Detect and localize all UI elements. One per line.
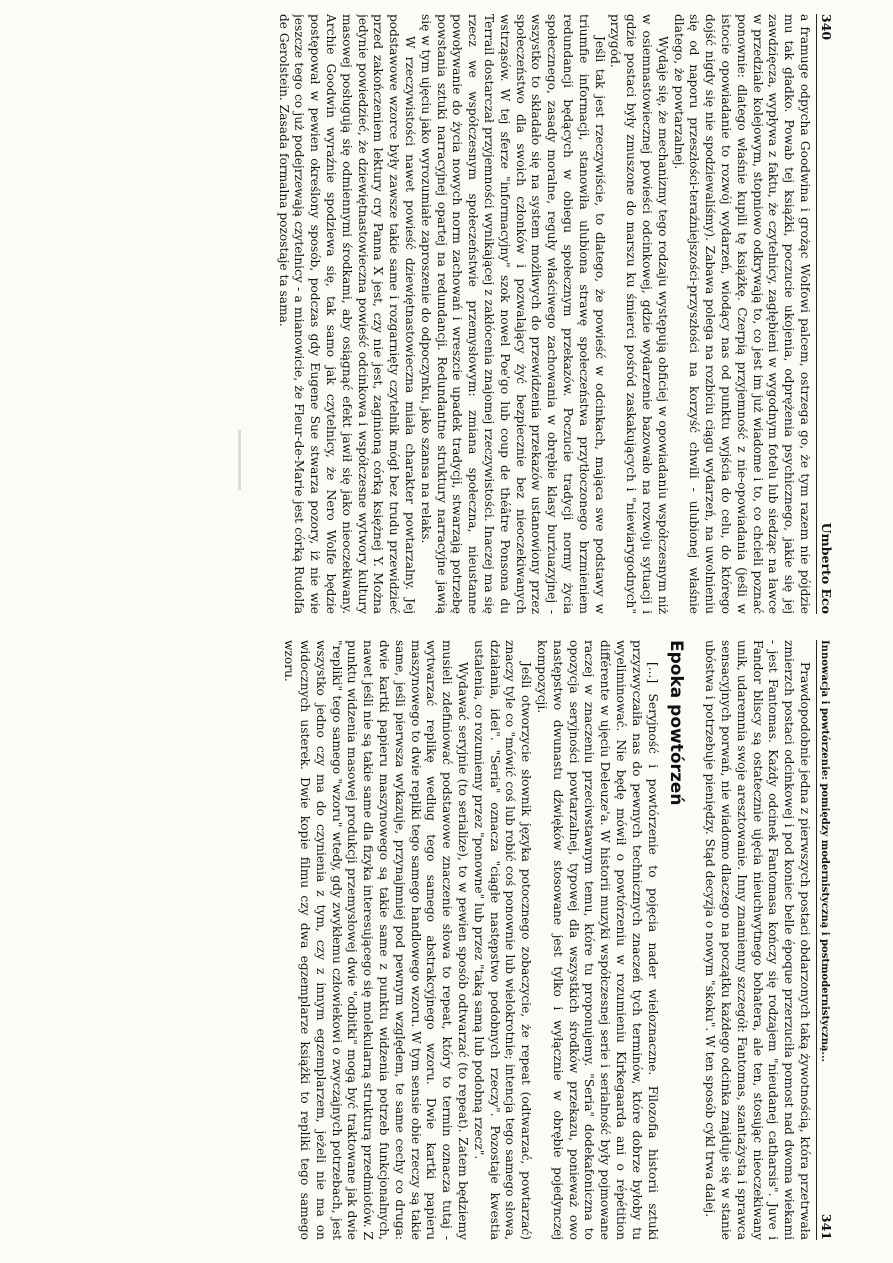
left-running-head — [816, 14, 845, 614]
left-page — [45, 14, 845, 614]
left-paragraph: W rzeczywistości nawet powieść dziewiętnastowieczna miała charakter powtarzalny. Jej podstawowe wzorce były zawsze takie same i rozgarnięty czytelnik mógł bez trudu przewidzieć przed zakończeniem lektury cry Panna X jest, czy nie jest, zaginioną córką księżnej Y. Można jedynie powiedzieć, że dziewiętnastowieczna powieść odcinkowa i współczesne wytwory kultury masowej posługują się odmiennymi środkami, aby osiągnąć efekt jawił się jako nieoczekiwany. Archie Goodwin wyraźnie spodziewa się, tak samo jak czytelnicy, że Nero Wolfe będzie postępował w pewien określony sposób, podczas gdy Eugene Sue stwarza pozory, iż nie wie jeszcze tego co już podejrzewają czytelnicy - a mianowicie, że Fleur-de-Marie jest córką Rudolfa de Gerolstein. Zasada formalna pozostaje ta sama. — [276, 14, 418, 614]
right-paragraph: Prawdopodobnie jedna z pierwszych postaci obdarzonych taką żywotnością, która przetrwała zmierzch postaci odcinkowej i pod koniec belle époque przerzuciła pomost nad dwoma wiekami - jest Fantomas. Każdy odcinek Fantomasa kończy się rodzajem "nieudanej catharsis". Juve i Fandor bliscy są ostatecznie ujęcia nieuchwytnego bohatera, ale ten, stosując nieoczekiwany unik, udaremnia swoje aresztowanie. Inny znamienny szczegół: Fantomas, szantażysta i sprawca sensacyjnych porwań, nie wiadomo dlaczego na początku każdego odcinka znajduje się w stanie ubóstwa i potrzebuje pieniędzy. Stąd decyzja o nowym "skoku". W ten sposób cykl trwa dalej. — [703, 640, 812, 1240]
right-running-head-title: Innowacja i powtórzenie: pomiędzy modernistyczną i postmodernistyczną... — [819, 640, 830, 1062]
right-running-head — [816, 640, 845, 1240]
right-page — [45, 640, 845, 1240]
left-running-head-title: Umberto Eco — [819, 522, 834, 614]
section-heading: Epoka powtórzeń — [666, 640, 687, 806]
left-paragraph: Wydaje się, że mechanizmy tego rodzaju występują obficiej w opowiadaniu współczesnym niż w osiemnastowiecznej powieści odcinkowej, gdzie wydarzenie bazowało na rozwoju sytuacji i gdzie postaci były zmuszone do marszu ku śmierci pośród zaskakujących i "niewiarygodnych" przygód. — [608, 14, 670, 614]
left-page-body — [275, 14, 816, 614]
scan-artifact — [238, 430, 241, 490]
right-paragraph: [...] Seryjność i powtórzenie to pojęcia nader wieloznaczne. Filozofia historii sztuki przyzwyczaiła nas do pewnych technicznych znaczeń tych terminów, które dobrze byłoby tu wyeliminować. Nie będę mówił o powtórzeniu w rozumieniu Kirkegaarda ani o répétition différente w ujęciu Deleuze'a. W historii muzyki współczesnej serie i serialność były pojmowane raczej w znaczeniu przeciwstawnym temu, które tu proponujemy. "Seria" dodekafoniczna to opozycja seryjności powtarzalnej, typowej dla wszystkich środków przekazu, ponieważ owo następstwo dwunastu dźwięków stosowane jest tylko i wyłącznie w obrębie pojedynczej kompozycji. — [535, 640, 660, 1240]
left-paragraph: a framuge odpycha Goodwina i grożąc Wolfowi palcem, ostrzega go, że tym razem nie pójdzie mu tak gładko. Powab tej książki, poczucie ukojenia, odprężenia psychicznego, jakie się jej zawdzięcza, wypływa z faktu, że czytelnicy, zagłębieni w wygodnym fotelu lub siedząc na ławce w przedziale kolejowym, stopniowo odkrywają to, co jest im już wiadome i to, co chcieli poznać ponownie: dlatego właśnie kupili tę książkę. Czerpią przyjemność z nie-opowiadania (jeśli w istocie opowiadanie to rozwój wydarzeń, wiodący nas od punktu wyjścia do celu, do którego dojść nigdy się nie spodziewaliśmy). Zabawa polega na rozbiciu ciągu wydarzeń, na uwolnieniu się od naporu przeszłości-teraźniejszości-przyszłości na korzyść chwili - ulubionej właśnie dlatego, że powtarzalnej. — [671, 14, 812, 614]
right-paragraph: Wydawać seryjnie (to serialize), to w pewien sposób odtwarzać (to repeat). Zatem będziemy musieli zdefiniować podstawowe znaczenie słowa to repeat, który to termin oznacza tutaj - wytwarzać replikę według tego samego abstrakcyjnego wzoru. Dwie kartki papieru maszynowego to dwie repliki tego samego handlowego wzoru. W tym sensie obie rzeczy są takie same, jeśli pierwsza wykazuje, przynajmniej pod pewnym względem, te same cechy co druga: dwie kartki papieru maszynowego są takie same z punktu widzenia potrzeb funkcjonalnych, nawet jeśli nie są takie same dla fizyka interesującego się molekularną strukturą przedmiotów. Z punktu widzenia masowej produkcji przemysłowej dwie "odbitki" mogą być traktowane jak dwie "repliki" tego samego "wzoru" wtedy, gdy zwykłemu człowiekowi o zwyczajnych potrzebach, jest wszystko jedno czy ma do czynienia z tym, czy z innym egzemplarzem, jeżeli nie ma on widocznych usterek. Dwie kopie filmu czy dwa egzemplarze książki to repliki tego samego wzoru. — [282, 640, 471, 1240]
left-page-number: 340 — [819, 14, 834, 41]
right-page-number: 341 — [819, 1213, 834, 1240]
right-page-body — [281, 640, 817, 1240]
right-paragraph: Jeśli otworzycie słownik języka potocznego zobaczycie, że repeat (odtwarzać, powtarzać) znaczy tyle co "mówić coś lub robić coś ponownie lub wielokrotnie; intencja tego samego słowa, działania, idei". "Seria" oznacza "ciągłe następstwo podobnych rzeczy". Pozostaje kwestia ustalenia, co rozumiemy przez "ponowne" lub przez "taką samą lub podobną rzecz". — [471, 640, 534, 1240]
left-paragraph: Jeśli tak jest rzeczywiście, to dlatego, że powieść w odcinkach, mająca swe podstawy w triumfie informacji, stanowiła ulubiona strawę społeczeństwa przytłoczonego brzmieniem redundancji będących w obiegu społecznym przekazów. Poczucie tradycji normy życia społecznego, zasady moralne, reguły właściwego zachowania w obrębie klasy burżuazyjnej - wszystko to składało się na system możliwych do przewidzenia przekazów ustanowiony przez społeczeństwo dla swoich członków i pozwalający żyć bezpiecznie bez nieoczekiwanych wstrząsów. W tej sferze "informacyjny" szok nowel Poe'go lub coup de théâtre Ponsona du Terrail dostarczał przyjemności wynikającej z zakłócenia znajomej rzeczywistości. Inaczej ma się rzecz we współczesnym społeczeństwie przemysłowym: zmiana społeczna, nieustanne powoływanie do życia nowych norm zachowań i wreszcie upadek tradycji, stwarzają potrzebę powstania sztuki narracyjnej opartej na redundancji. Redundantne struktury narracyjne jawią się w tym ujęciu jako wyrozumiałe zaproszenie do odpoczynku, jako szansa na relaks. — [418, 14, 607, 614]
